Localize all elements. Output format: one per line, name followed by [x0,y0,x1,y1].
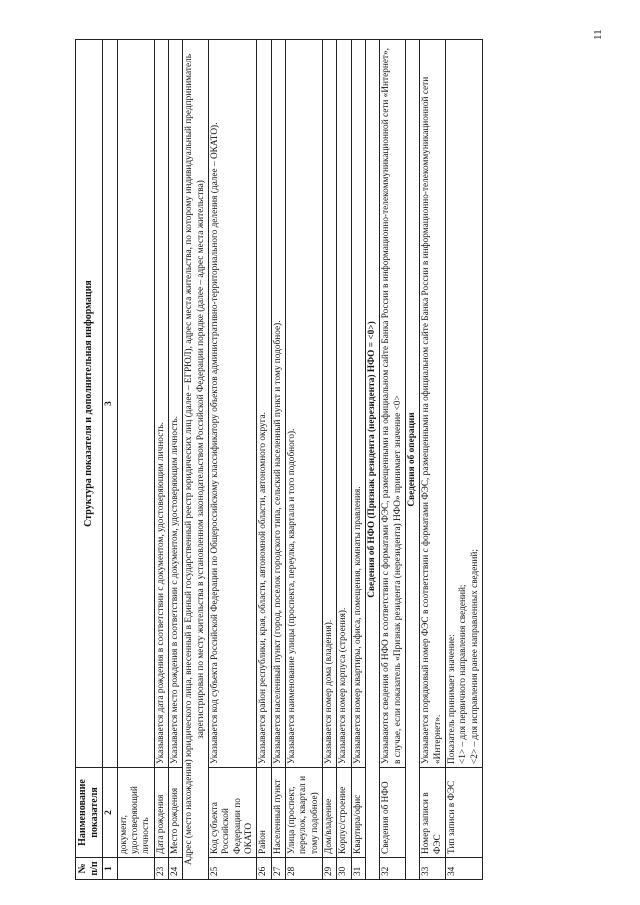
table-row [154,40,168,880]
row-desc: Указывается номер дома (владения). [322,40,336,768]
row-desc: Указывается код субъекта Российской Федерации по Общероссийскому классификатору объектов административно-территориального деления (далее – ОКАТО). [209,40,257,768]
row-no: 29 [322,858,336,880]
row-no: 23 [154,858,168,880]
table-row [420,40,446,880]
table-row [285,40,322,880]
header-structure: Структура показателя и дополнительная информация [76,40,103,768]
row-name: Тип записи в ФЭС [445,768,482,858]
row-desc: Указывается порядковый номер ФЭС в соответствии с форматами ФЭС, размещенными на официальном сайте Банка России в информационно-телекоммуникационной сети «Интернет». [420,40,446,768]
header-name: Наименование показателя [76,768,103,858]
row-name: Дом/владение [322,768,336,858]
section-row [183,40,209,880]
row-desc-cell [445,40,482,768]
row-no: 28 [285,858,322,880]
row-name: Место рождения [169,768,183,858]
column-number-1: 1 [103,858,117,880]
row-desc: Указывается район республики, края, области, автономной области, автономного округа. [257,40,271,768]
row-name: Улица (проспект, переулок, квартал и тому подобное) [285,768,322,858]
row-name: Населенный пункт [271,768,285,858]
row-desc: Указывается номер квартиры, офиса, помещения, комнаты правления. [351,40,365,768]
row-no: 30 [337,858,351,880]
row-name: документ, удостоверяющий личность [117,768,154,858]
column-number-3: 3 [103,40,117,768]
row-desc-option-1: <1> – для первичного направления сведений; [458,584,469,764]
row-no: 34 [445,858,482,880]
header-no: № п/п [76,858,103,880]
row-desc: Указывается место рождения в соответствии с документом, удостоверяющим личность. [169,40,183,768]
row-name: Квартира/офис [351,768,365,858]
table-row [337,40,351,880]
row-no: 33 [420,858,446,880]
nfo-section-header: Сведения об НФО (Признак резидента (нерезидента) НФО = <0>) [365,40,379,880]
rotated-table-container [75,40,615,880]
row-name: Номер записи в ФЭС [420,768,446,858]
row-desc: Указывается номер корпуса (строения). [337,40,351,768]
row-desc-intro: Показатель принимает значение: [446,634,457,764]
indicator-table [75,39,483,880]
row-no: 25 [209,858,257,880]
row-name: Корпус/строение [337,768,351,858]
column-number-row [103,40,117,880]
row-no: 27 [271,858,285,880]
header-row [76,40,103,880]
row-no: 31 [351,858,365,880]
row-name: Дата рождения [154,768,168,858]
table-row [169,40,183,880]
row-desc: Указывается дата рождения в соответствии с документом, удостоверяющим личность. [154,40,168,768]
row-desc-option-2: <2> – для исправления ранее направленных сведений; [469,549,480,764]
row-name: Сведения об НФО [380,768,406,858]
column-number-2: 2 [103,768,117,858]
table-row [351,40,365,880]
table-row [380,40,406,880]
row-desc: Указывается населенный пункт (город, поселок городского типа, сельский населенный пункт и тому подобное). [271,40,285,768]
table-row [271,40,285,880]
row-no: 32 [380,858,406,880]
table-row [257,40,271,880]
table-row [322,40,336,880]
address-section-header: Адрес (место нахождения) юридического лица, внесенный в Единый государственный реестр юридических лиц (далее – ЕГРЮЛ), адрес места жительства, по которому индивидуальный предприниматель зарегистрирован по месту жительства в установленном законодательством Российской Федерации порядке (далее – адрес места жительства) [183,40,209,880]
table-row [209,40,257,880]
row-no: 26 [257,858,271,880]
section-row [405,40,419,880]
page-number: 11 [592,29,604,40]
row-desc: Указываются сведения об НФО в соответствии с форматами ФЭС, размещенными на официальном сайте Банка России в информационно-телекоммуникационной сети «Интернет», в случае, если показатель «Признак резидента (нерезидента) НФО» принимает значение <0> [380,40,406,768]
row-no: 24 [169,858,183,880]
row-name: Код субъекта Российской Федерации по ОКАТО [209,768,257,858]
section-row [365,40,379,880]
row-name: Район [257,768,271,858]
table-row [445,40,482,880]
row-desc: Указывается наименование улицы (проспекта, переулка, квартала и того подобного). [285,40,322,768]
table-row [117,40,154,880]
operation-section-header: Сведения об операции [405,40,419,880]
